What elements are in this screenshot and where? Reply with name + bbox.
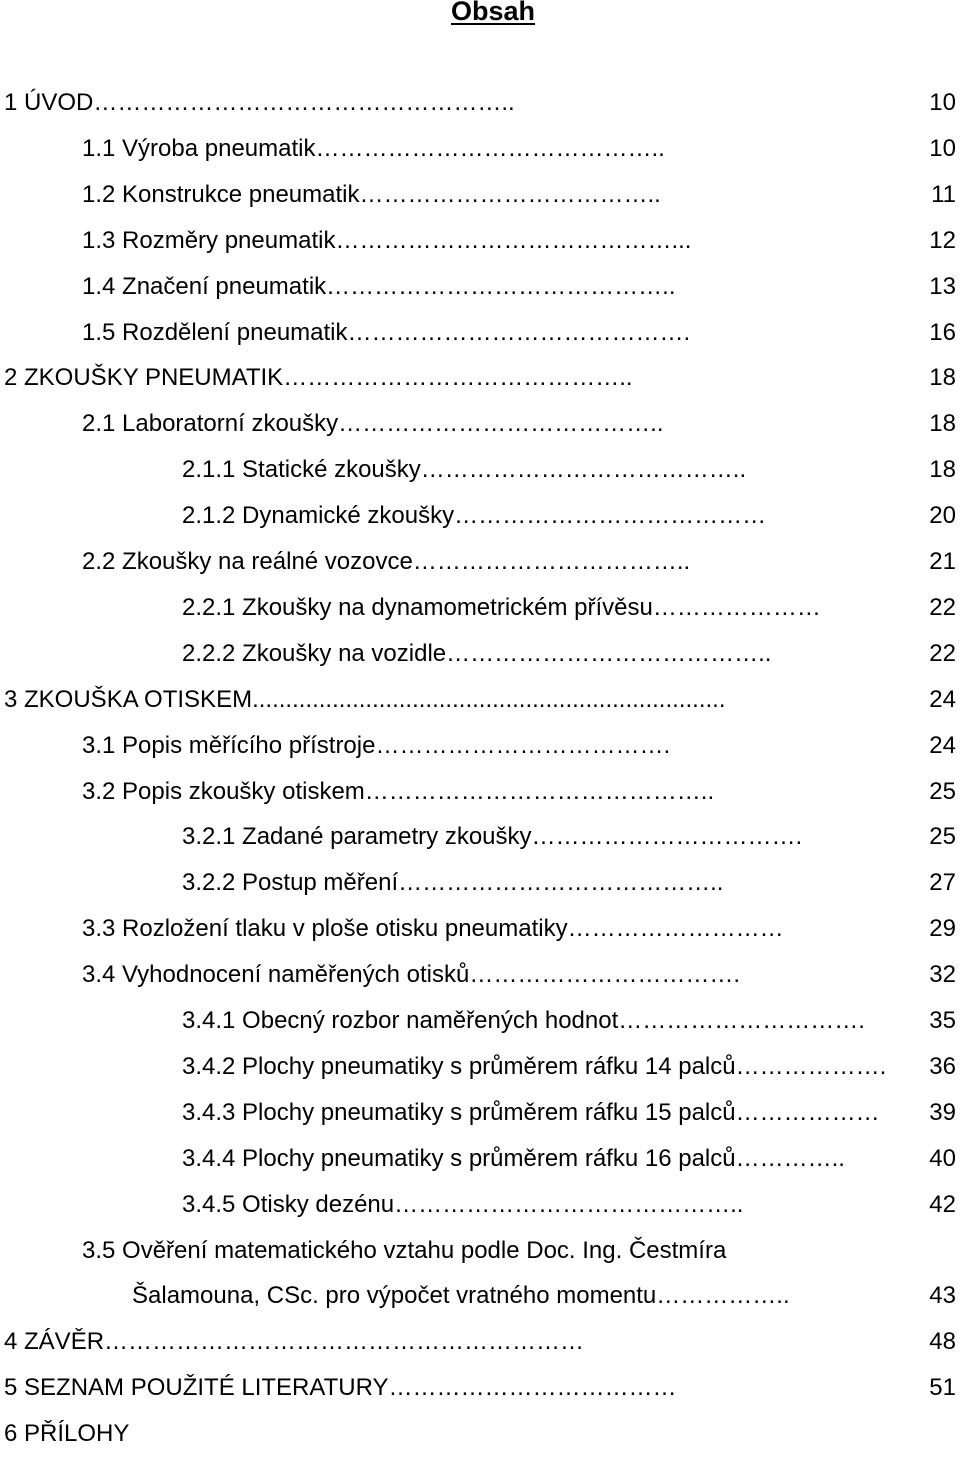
toc-entry-title: 2.2 Zkoušky na reálné vozovce (82, 548, 413, 575)
toc-entry-page-number: 25 (929, 823, 956, 851)
toc-entry-title: 2 ZKOUŠKY PNEUMATIK (4, 364, 284, 392)
toc-entry-leader: …………………………………………….. (93, 89, 515, 116)
toc-entry-title: 3.2.1 Zadané parametry zkoušky (182, 823, 532, 851)
toc-entry-leader: ………………… (652, 593, 821, 621)
toc-entry (4, 1411, 956, 1457)
toc-entry-page-number: 24 (929, 685, 956, 713)
toc-entry-title: 4 ZÁVĚR (4, 1328, 105, 1356)
toc-entry (182, 1136, 956, 1182)
toc-entry-leader: ……………………… (567, 915, 784, 943)
toc-entry-leader: …………….. (656, 1282, 790, 1310)
toc-entry-page-number: 16 (929, 318, 956, 346)
toc-entry (182, 1090, 956, 1136)
toc-entry-page-number: 18 (929, 364, 956, 392)
toc-entry-title: 2.2.1 Zkoušky na dynamometrickém přívěsu (182, 593, 653, 621)
toc-entry (4, 1319, 956, 1365)
toc-entry-leader: ………………………………….. (338, 410, 664, 438)
toc-entry-page-number: 35 (929, 1007, 956, 1034)
toc-entry-leader: ……………………………… (388, 1374, 677, 1402)
toc-entry (4, 355, 956, 401)
toc-entry-title: 3.2.2 Postup měření (182, 869, 399, 897)
toc-entry-leader: ………………………………….. (420, 456, 747, 484)
toc-entry (182, 1182, 956, 1228)
toc-entry-title: 3.2 Popis zkoušky otiskem (82, 777, 365, 805)
toc-entry-title: 2.1 Laboratorní zkoušky (82, 410, 339, 438)
toc-entry (132, 1273, 956, 1319)
toc-entry-leader: ……………………………. (531, 823, 803, 851)
toc-entry (82, 723, 956, 769)
toc-entry-title: 3.4.1 Obecný rozbor naměřených hodnot (182, 1007, 619, 1034)
toc-entry-page-number: 25 (929, 777, 956, 805)
toc-entry-page-number: 29 (929, 915, 956, 943)
toc-entry-page-number: 40 (929, 1144, 956, 1172)
toc-entry-leader: …………………………………….. (315, 134, 665, 162)
toc-entry-title: 3.4.2 Plochy pneumatiky s průměrem ráfku 14 palců (182, 1052, 736, 1080)
toc-entry-page-number: 51 (929, 1374, 956, 1402)
toc-entry-page-number: 32 (929, 961, 956, 989)
toc-entry-title: 1.3 Rozměry pneumatik (82, 226, 336, 254)
toc-entry-title: 3.4.5 Otisky dezénu (182, 1190, 395, 1218)
toc-entry-page-number: 18 (929, 456, 956, 484)
page-title: Obsah (450, 0, 536, 26)
toc-entry (82, 539, 956, 585)
toc-entry-leader: …………………………………….. (283, 364, 633, 392)
toc-entry-page-number: 20 (929, 502, 956, 530)
toc-entry-page-number: 48 (929, 1328, 956, 1356)
toc-entry (82, 906, 956, 952)
toc-entry (182, 860, 956, 906)
toc-entry-page-number: 12 (929, 226, 956, 254)
toc-entry-page-number: 39 (929, 1098, 956, 1126)
toc-entry (182, 493, 956, 539)
toc-entry-page-number: 36 (929, 1052, 956, 1080)
toc-entry-page-number: 42 (929, 1190, 956, 1218)
toc-entry-leader: ………………………………….. (446, 639, 772, 667)
toc-entry-title: 5 SEZNAM POUŽITÉ LITERATURY (4, 1374, 389, 1402)
toc-entry (82, 310, 956, 356)
toc-entry-title: 2.1.2 Dynamické zkoušky (182, 502, 455, 530)
toc-entry-leader: ……………………………………. (347, 318, 691, 346)
toc-entry-leader: ………………………………. (375, 731, 671, 759)
toc-entry (82, 952, 956, 998)
toc-entry-title: 1.2 Konstrukce pneumatik (82, 180, 360, 208)
toc-entry-page-number: 43 (929, 1282, 956, 1310)
toc-entry (4, 80, 956, 126)
toc-entry-title: 1.4 Značení pneumatik (82, 272, 327, 300)
toc-entry-leader: …………………………. (618, 1007, 865, 1034)
toc-entry-leader: ……………………………………... (335, 226, 692, 254)
toc-entry-page-number: 22 (929, 593, 956, 621)
toc-entry-title: Šalamouna, CSc. pro výpočet vratného momentu (132, 1282, 657, 1310)
toc-entry-title: 3.3 Rozložení tlaku v ploše otisku pneumatiky (82, 915, 568, 943)
toc-entry (182, 998, 956, 1044)
toc-entry-page-number: 10 (929, 134, 956, 162)
toc-entry-title: 2.2.2 Zkoušky na vozidle (182, 639, 447, 667)
toc-entry-leader: …………………………………….. (326, 272, 676, 300)
toc-entry (182, 585, 956, 631)
toc-entry (182, 447, 956, 493)
toc-entry-page-number: 21 (929, 548, 956, 575)
toc-entry-leader: …………………………………….. (364, 777, 715, 805)
toc-entry-leader: ……………………………. (469, 961, 741, 989)
toc-entry (82, 126, 956, 172)
toc-entry-title: 3 ZKOUŠKA OTISKEM (4, 685, 253, 713)
toc-entry (4, 677, 956, 723)
toc-entry (82, 264, 956, 310)
toc-entry-page-number: 11 (931, 180, 956, 208)
toc-entry-leader: ....................................................................... (252, 685, 726, 713)
toc-entry (82, 1228, 956, 1274)
toc-entry (182, 814, 956, 860)
toc-entry (82, 769, 956, 815)
toc-entry (4, 1365, 956, 1411)
toc-entry-title: 3.5 Ověření matematického vztahu podle Doc. Ing. Čestmíra (82, 1236, 727, 1264)
toc-entry-title: 1.5 Rozdělení pneumatik (82, 318, 348, 346)
toc-entry-title: 6 PŘÍLOHY (4, 1420, 130, 1448)
toc-entry-leader: ………….. (735, 1144, 845, 1172)
toc-entry (82, 401, 956, 447)
toc-entry-leader: ……………………………….. (359, 180, 661, 208)
toc-entry-leader: ………………. (735, 1052, 887, 1080)
toc-entry-page-number: 13 (929, 272, 956, 300)
toc-entry-page-number: 18 (929, 410, 956, 438)
toc-entry-title: 3.1 Popis měřícího přístroje (82, 731, 376, 759)
toc-entry-leader: …………………………………………………… (104, 1328, 585, 1356)
toc-entry-leader: ………………………………… (454, 502, 767, 530)
toc-entry-page-number: 24 (929, 731, 956, 759)
toc-entry-page-number: 27 (929, 869, 956, 897)
toc-entry-page-number: 22 (929, 639, 956, 667)
toc-entry-title: 3.4 Vyhodnocení naměřených otisků (82, 961, 470, 989)
toc-entry-title: 1 ÚVOD (4, 89, 94, 116)
toc-entry-title: 1.1 Výroba pneumatik (82, 134, 316, 162)
toc-entry (182, 1044, 956, 1090)
toc-entry-title: 3.4.3 Plochy pneumatiky s průměrem ráfku 15 palců (182, 1098, 736, 1126)
toc-entry-title: 2.1.1 Statické zkoušky (182, 456, 421, 484)
toc-entry-leader: …………………………………….. (394, 1190, 744, 1218)
toc-entry (82, 218, 956, 264)
toc-entry-leader: ……………… (735, 1098, 880, 1126)
toc-entry (82, 172, 956, 218)
toc-entry (182, 631, 956, 677)
toc-entry-leader: ………………………………….. (398, 869, 724, 897)
toc-entry-leader: …………………………….. (412, 548, 691, 575)
toc-entry-title: 3.4.4 Plochy pneumatiky s průměrem ráfku 16 palců (182, 1144, 736, 1172)
toc-entry-page-number: 10 (929, 89, 956, 116)
